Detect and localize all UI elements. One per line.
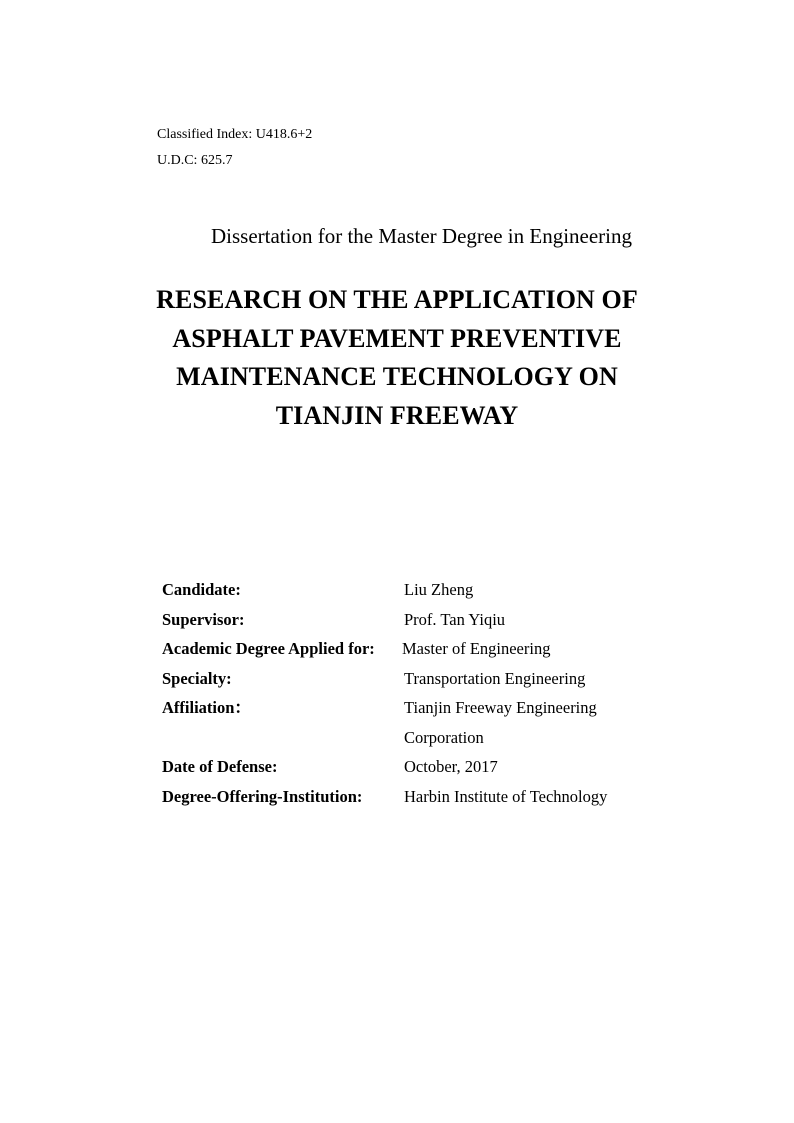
detail-value: Harbin Institute of Technology <box>404 786 608 806</box>
detail-value: Master of Engineering <box>402 639 551 658</box>
detail-value: Transportation Engineering <box>404 668 586 688</box>
detail-value: Tianjin Freeway Engineering Corporation <box>404 698 597 747</box>
thesis-title <box>0 281 794 435</box>
title-line: TIANJIN FREEWAY <box>275 400 519 430</box>
detail-row-affiliation <box>162 693 722 752</box>
detail-value: Liu Zheng <box>404 580 474 599</box>
detail-row-defense-date <box>162 752 722 782</box>
title-line: MAINTENANCE TECHNOLOGY ON <box>176 362 618 391</box>
detail-label: Specialty: <box>162 668 232 688</box>
detail-value: October, 2017 <box>404 757 498 776</box>
title-line: RESEARCH ON THE APPLICATION OF <box>156 285 638 314</box>
detail-label: Academic Degree Applied for: <box>162 639 375 658</box>
detail-row-specialty <box>162 664 722 694</box>
detail-label: Affiliation： <box>162 698 251 717</box>
udc-number: U.D.C: 625.7 <box>157 153 233 168</box>
title-line: ASPHALT PAVEMENT PREVENTIVE <box>172 323 622 353</box>
detail-value: Prof. Tan Yiqiu <box>404 609 506 629</box>
detail-label: Supervisor: <box>162 609 245 629</box>
detail-label: Date of Defense: <box>162 757 278 776</box>
detail-row-institution <box>162 782 722 812</box>
detail-row-degree <box>162 634 722 664</box>
detail-row-candidate <box>162 575 722 605</box>
details-table <box>162 575 722 811</box>
detail-label: Candidate: <box>162 580 241 599</box>
detail-label: Degree-Offering-Institution: <box>162 786 363 806</box>
classified-index: Classified Index: U418.6+2 <box>157 127 313 142</box>
degree-line: Dissertation for the Master Degree in Engineering <box>210 224 633 248</box>
detail-row-supervisor <box>162 605 722 635</box>
classification-block <box>157 122 312 174</box>
